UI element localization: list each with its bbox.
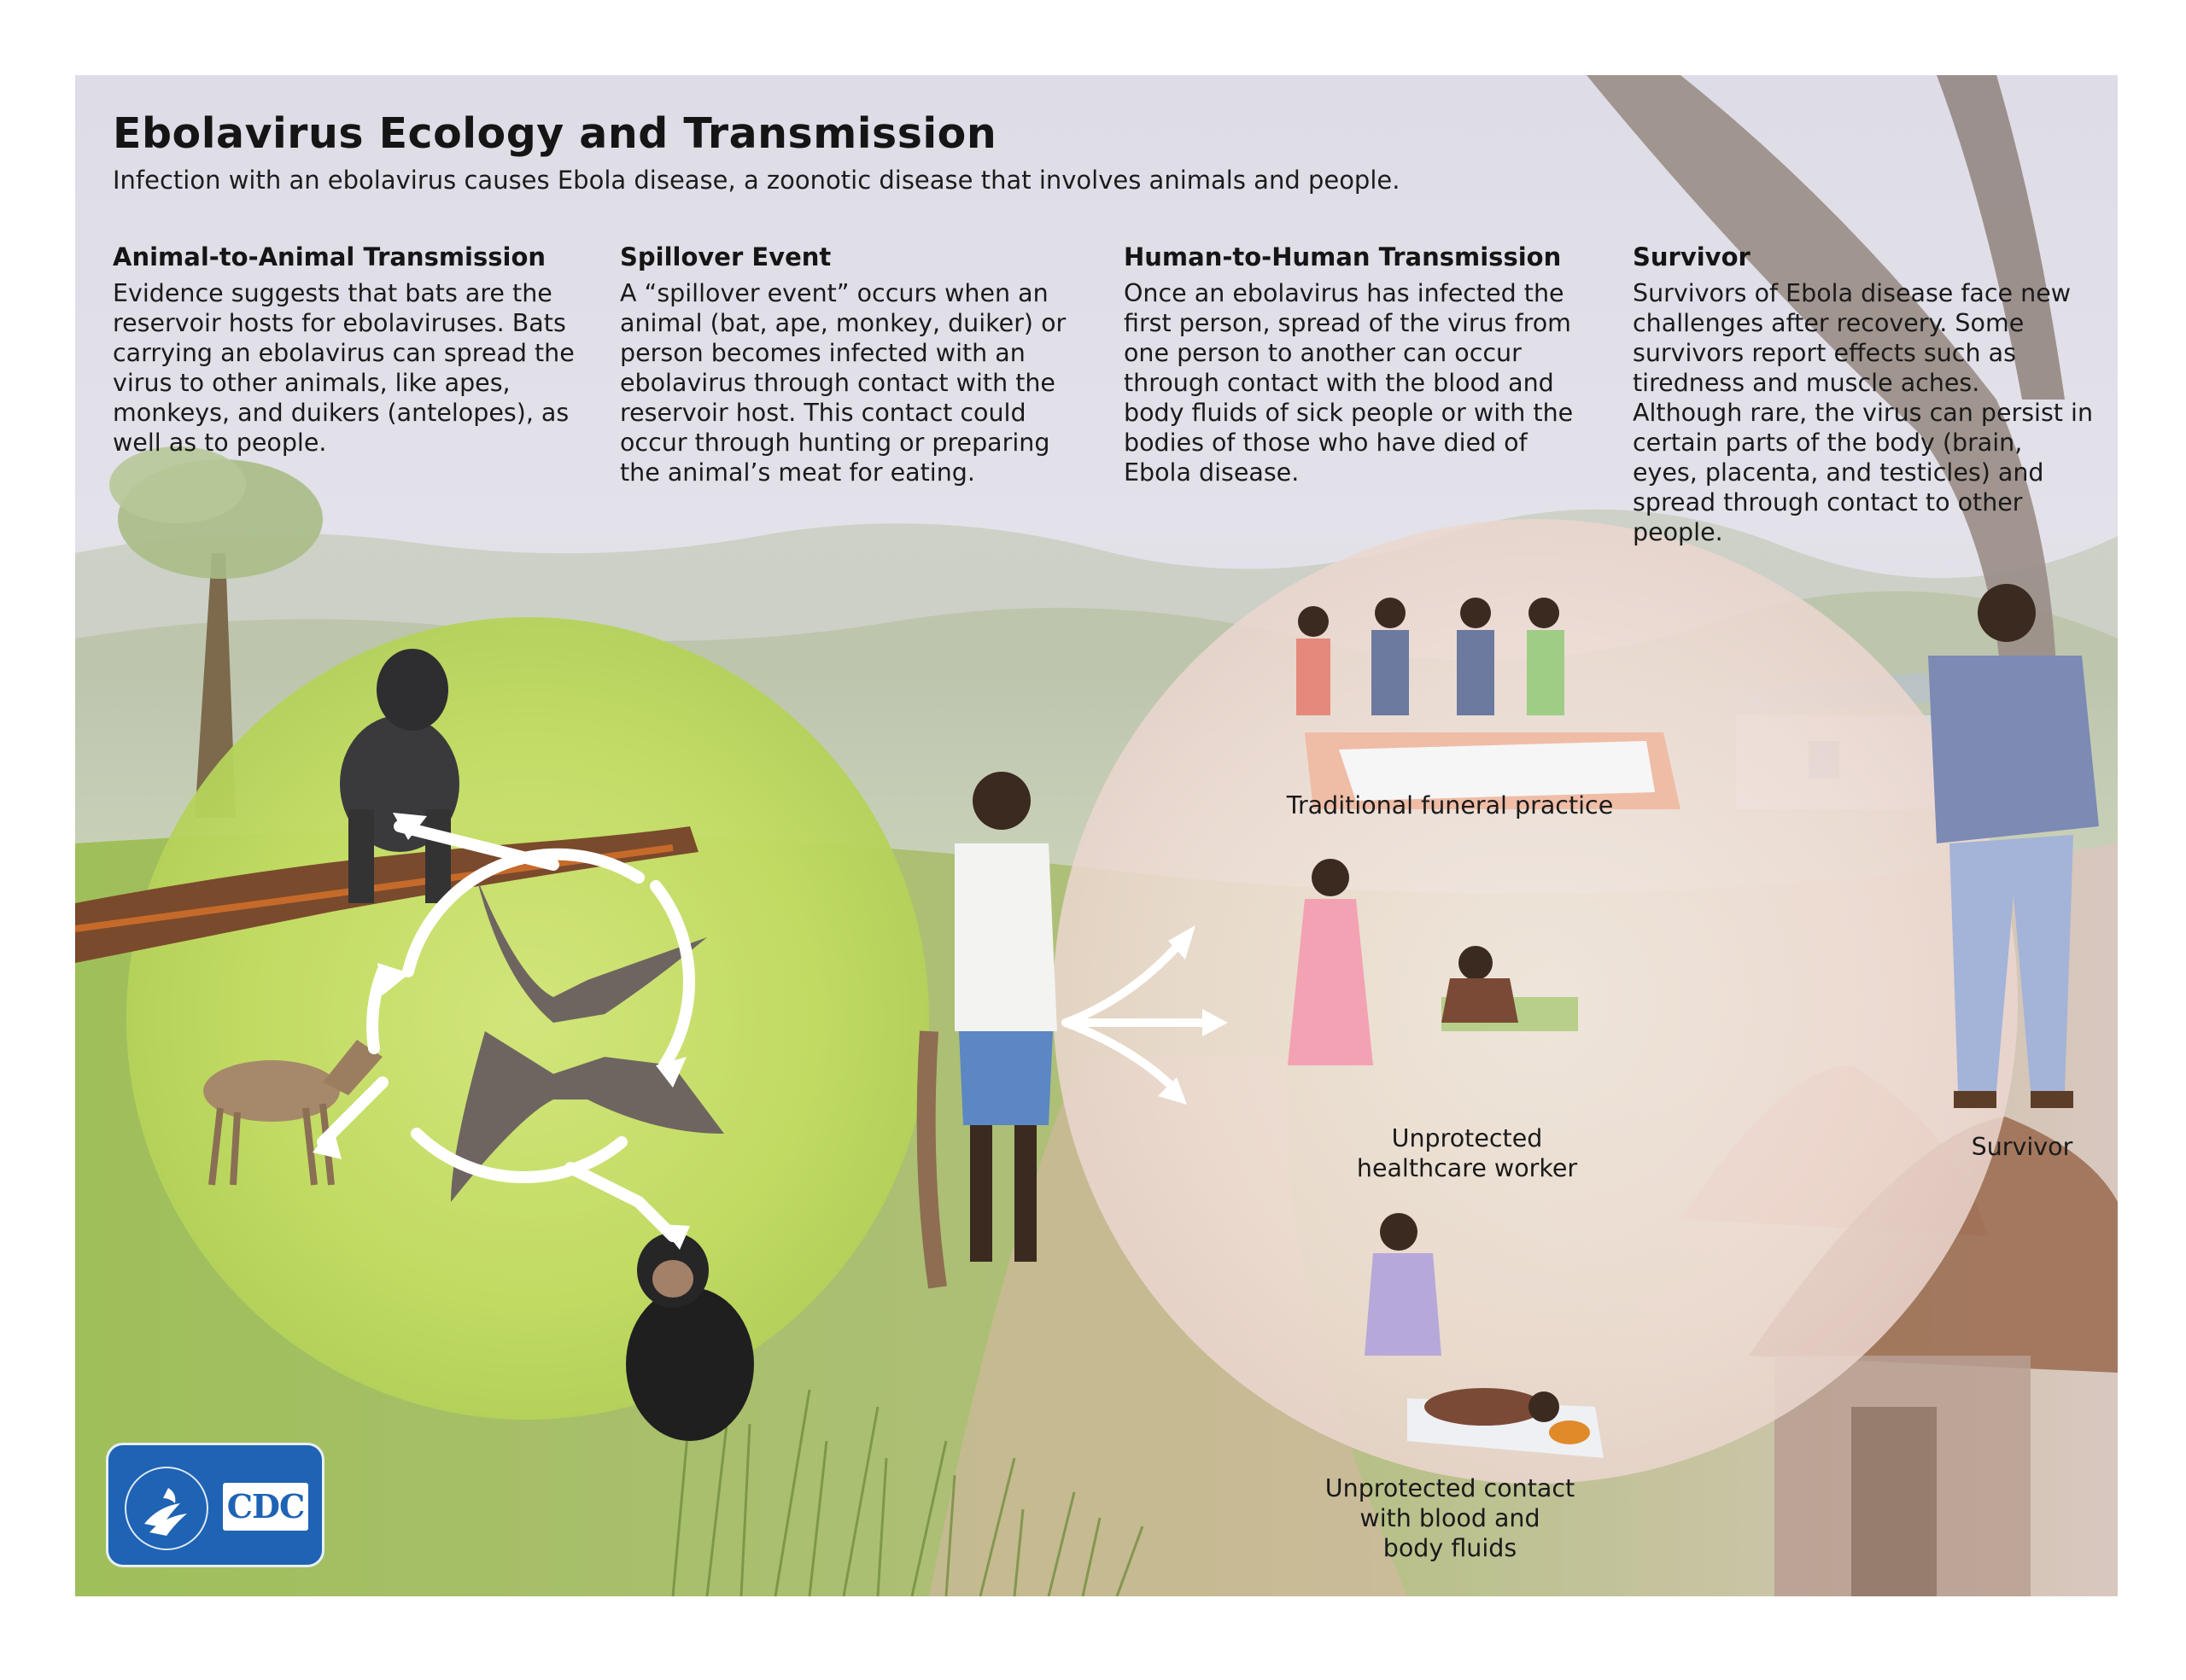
column-body: A “spillover event” occurs when an animal (bat, ape, monkey, duiker) or person becomes infected with an ebolavirus through contact with the reservoir host. This contact could occur through hunting or preparing the animal’s meat for eating. (620, 279, 1067, 487)
cdc-wordmark: CDC (223, 1483, 308, 1531)
caption-blood-contact (1254, 1473, 1646, 1563)
column-animal-to-animal (113, 242, 591, 458)
column-body: Once an ebolavirus has infected the first person, spread of the virus from one person to another can occur through contact with the blood and body fluids of sick people or with the bodies of those who have died of Ebola disease. (1124, 279, 1574, 487)
caption-line: with blood and (1359, 1504, 1540, 1532)
caption-line: Unprotected contact (1324, 1474, 1575, 1502)
caption-line: healthcare worker (1356, 1154, 1578, 1182)
column-spillover-event (620, 242, 1081, 487)
infographic-poster (75, 75, 2118, 1596)
column-heading: Spillover Event (620, 242, 832, 271)
caption-line: body fluids (1382, 1534, 1517, 1562)
caption-healthcare-worker (1288, 1123, 1646, 1183)
hhs-seal-icon (120, 1462, 213, 1555)
cdc-logo (106, 1443, 324, 1567)
column-human-to-human (1124, 242, 1585, 487)
column-heading: Animal-to-Animal Transmission (113, 242, 546, 271)
caption-funeral: Traditional funeral practice (1286, 791, 1614, 820)
page-subtitle: Infection with an ebolavirus causes Ebola disease, a zoonotic disease that involves animals and people. (113, 166, 1400, 195)
caption-survivor: Survivor (1971, 1133, 2073, 1161)
page-title: Ebolavirus Ecology and Transmission (113, 109, 997, 158)
column-body: Survivors of Ebola disease face new challenges after recovery. Some survivors report effects such as tiredness and muscle aches. Although rare, the virus can persist in certain parts of the body (brain, eyes, placenta, and testicles) and spread through contact to other people. (1633, 279, 2094, 546)
column-survivor (1633, 242, 2094, 547)
caption-line: Unprotected (1391, 1124, 1543, 1152)
column-heading: Survivor (1633, 242, 1751, 271)
column-body: Evidence suggests that bats are the reservoir hosts for ebolaviruses. Bats carrying an ebolavirus can spread the virus to other animals, like apes, monkeys, and duikers (antelopes), as well as to people. (113, 279, 575, 457)
column-heading: Human-to-Human Transmission (1124, 242, 1562, 271)
